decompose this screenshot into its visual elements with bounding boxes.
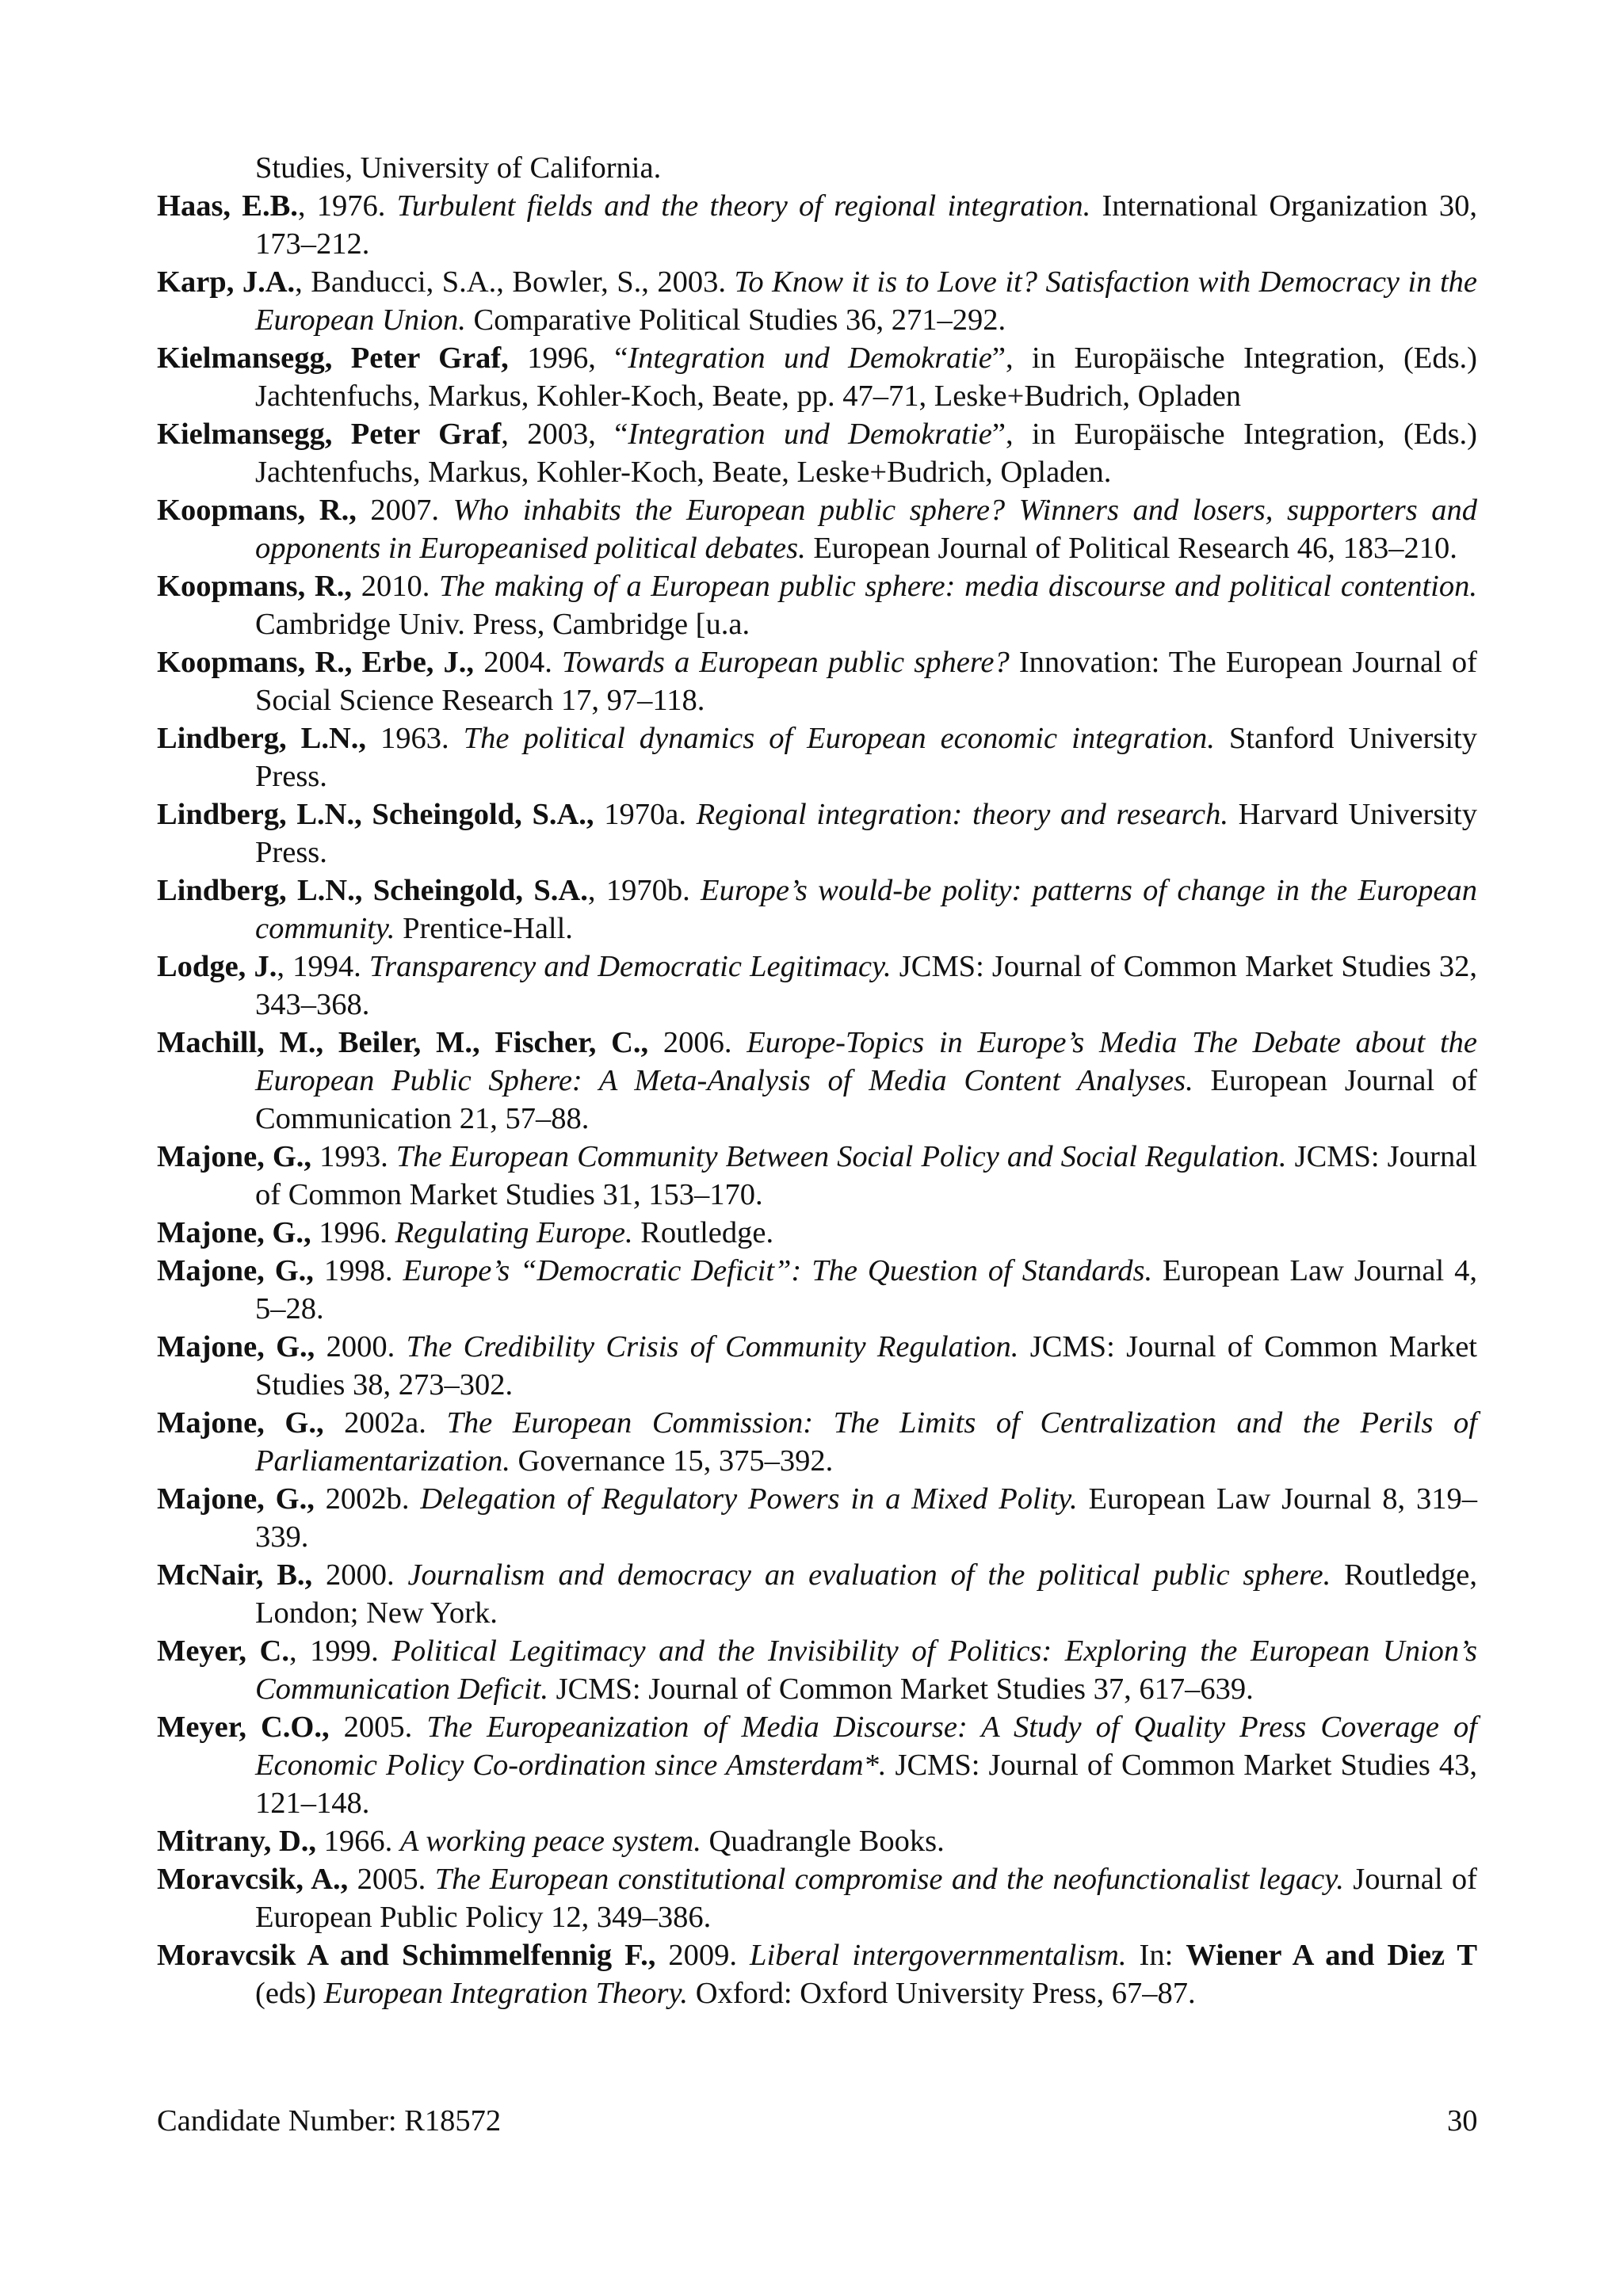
reference-entry: [157, 1252, 1477, 1328]
reference-text: Stanford University Press.: [255, 722, 1478, 793]
reference-author: Majone, G.,: [157, 1254, 314, 1287]
reference-title: The Europeanization of Media Discourse: A Study of Quality Press Coverage of Economic Policy Co-ordination since Amsterdam*.: [255, 1711, 1477, 1782]
reference-author: McNair, B.,: [157, 1558, 313, 1592]
reference-list: [157, 149, 1477, 2012]
reference-text: 1996, “: [508, 341, 628, 375]
reference-text: , Banducci, S.A., Bowler, S., 2003.: [295, 265, 735, 299]
reference-entry: [157, 149, 1477, 187]
reference-text: 2009.: [655, 1939, 750, 1972]
reference-title: The European Community Between Social Policy and Social Regulation.: [395, 1140, 1287, 1173]
reference-author: Lindberg, L.N.,: [157, 722, 367, 755]
reference-author: Meyer, C.O.,: [157, 1711, 330, 1744]
reference-entry: [157, 948, 1477, 1024]
reference-author: Moravcsik, A.,: [157, 1863, 349, 1896]
reference-title: The political dynamics of European economic integration.: [463, 722, 1215, 755]
reference-title: Who inhabits the European public sphere? Winners and losers, supporters and opponents in Europeanised political debates.: [255, 494, 1477, 565]
reference-entry: [157, 795, 1477, 871]
reference-text: Harvard University Press.: [255, 798, 1478, 869]
reference-text: 2005.: [329, 1711, 427, 1744]
reference-text: 2000.: [312, 1558, 408, 1592]
reference-entry: [157, 643, 1477, 719]
reference-text: 1970a.: [594, 798, 697, 831]
reference-author: Kielmansegg, Peter Graf,: [157, 341, 509, 375]
reference-text: 1996.: [311, 1216, 395, 1249]
reference-title: Turbulent fields and the theory of regional integration.: [396, 189, 1091, 223]
reference-text: Oxford: Oxford University Press, 67–87.: [688, 1977, 1196, 2010]
reference-title: Europe’s would-be polity: patterns of change in the European community.: [255, 874, 1478, 945]
reference-text: European Journal of Communication 21, 57–88.: [255, 1064, 1477, 1135]
reference-text: European Law Journal 8, 319–339.: [255, 1482, 1478, 1554]
reference-title: Regional integration: theory and research.: [696, 798, 1228, 831]
reference-text: Comparative Political Studies 36, 271–292.: [465, 303, 1006, 337]
reference-author: Moravcsik A and Schimmelfennig F.,: [157, 1939, 656, 1972]
reference-title: Delegation of Regulatory Powers in a Mixed Polity.: [420, 1482, 1078, 1516]
reference-title: Transparency and Democratic Legitimacy.: [369, 950, 892, 983]
reference-text: In:: [1126, 1939, 1186, 1972]
reference-text: Innovation: The European Journal of Social Science Research 17, 97–118.: [255, 646, 1477, 717]
reference-entry: [157, 1556, 1477, 1632]
reference-entry: [157, 263, 1477, 339]
reference-author: Wiener A and Diez T: [1186, 1939, 1478, 1972]
reference-text: Routledge.: [632, 1216, 774, 1249]
reference-text: Quadrangle Books.: [701, 1825, 945, 1858]
reference-entry: [157, 567, 1477, 643]
reference-author: Majone, G.,: [157, 1140, 312, 1173]
reference-author: Haas, E.B.: [157, 189, 298, 223]
reference-author: Meyer, C.: [157, 1634, 289, 1668]
reference-text: ”, in Europäische Integration, (Eds.) Jachtenfuchs, Markus, Kohler-Koch, Beate, pp. 47–71, Leske+Budrich, Opladen: [255, 341, 1477, 413]
reference-author: Koopmans, R., Erbe, J.,: [157, 646, 475, 679]
reference-text: 2004.: [474, 646, 562, 679]
reference-author: Majone, G.,: [157, 1330, 315, 1363]
reference-title: A working peace system.: [399, 1825, 701, 1858]
reference-text: Routledge, London; New York.: [255, 1558, 1477, 1630]
reference-text: Journal of European Public Policy 12, 349–386.: [255, 1863, 1478, 1934]
reference-entry: [157, 1328, 1477, 1404]
reference-text: 2005.: [348, 1863, 435, 1896]
reference-title: Europe-Topics in Europe’s Media The Debate about the European Public Sphere: A Meta-Analysis of Media Content Analyses.: [255, 1026, 1477, 1097]
reference-text: 2000.: [315, 1330, 407, 1363]
reference-author: Majone, G.,: [157, 1406, 324, 1440]
reference-entry: [157, 1214, 1477, 1252]
reference-entry: [157, 1632, 1477, 1708]
reference-author: Lindberg, L.N., Scheingold, S.A.: [157, 874, 588, 907]
reference-title: The Credibility Crisis of Community Regulation.: [406, 1330, 1019, 1363]
reference-text: , 1970b.: [587, 874, 701, 907]
reference-text: European Law Journal 4, 5–28.: [255, 1254, 1478, 1325]
reference-title: Integration und Demokratie: [628, 341, 992, 375]
reference-text: 2007.: [356, 494, 453, 527]
reference-author: Karp, J.A.: [157, 265, 296, 299]
reference-text: 2002a.: [323, 1406, 447, 1440]
reference-author: Mitrany, D.,: [157, 1825, 317, 1858]
reference-text: JCMS: Journal of Common Market Studies 38, 273–302.: [255, 1330, 1477, 1402]
reference-text: Prentice-Hall.: [395, 912, 573, 945]
reference-text: , 1999.: [288, 1634, 392, 1668]
reference-title: Europe’s “Democratic Deficit”: The Question of Standards.: [403, 1254, 1153, 1287]
reference-entry: [157, 719, 1477, 795]
reference-author: Koopmans, R.,: [157, 570, 352, 603]
reference-text: , 1994.: [277, 950, 369, 983]
reference-entry: [157, 871, 1477, 948]
reference-text: 2010.: [352, 570, 440, 603]
reference-text: 1966.: [316, 1825, 400, 1858]
reference-text: Cambridge Univ. Press, Cambridge [u.a.: [255, 608, 750, 641]
reference-text: Governance 15, 375–392.: [510, 1444, 834, 1478]
reference-text: JCMS: Journal of Common Market Studies 37, 617–639.: [548, 1672, 1254, 1706]
reference-entry: [157, 1138, 1477, 1214]
reference-author: Majone, G.,: [157, 1482, 315, 1516]
reference-entry: [157, 1024, 1477, 1138]
reference-title: The making of a European public sphere: media discourse and political contention.: [439, 570, 1477, 603]
reference-text: JCMS: Journal of Common Market Studies 32, 343–368.: [255, 950, 1478, 1021]
reference-author: Lodge, J.: [157, 950, 277, 983]
reference-author: Majone, G.,: [157, 1216, 311, 1249]
page-number: 30: [1447, 2104, 1478, 2138]
reference-title: Towards a European public sphere?: [561, 646, 1010, 679]
reference-text: (eds): [255, 1977, 324, 2010]
reference-text: , 1976.: [297, 189, 397, 223]
reference-title: Integration und Demokratie: [628, 418, 992, 451]
reference-entry: [157, 491, 1477, 567]
reference-entry: [157, 339, 1477, 415]
reference-author: Lindberg, L.N., Scheingold, S.A.,: [157, 798, 594, 831]
reference-text: Studies, University of California.: [255, 151, 662, 185]
reference-text: JCMS: Journal of Common Market Studies 31, 153–170.: [255, 1140, 1477, 1211]
reference-title: The European Commission: The Limits of Centralization and the Perils of Parliamentarization.: [255, 1406, 1477, 1478]
reference-title: Regulating Europe.: [395, 1216, 633, 1249]
reference-title: Journalism and democracy an evaluation of the political public sphere.: [407, 1558, 1331, 1592]
reference-entry: [157, 1860, 1477, 1936]
reference-entry: [157, 1822, 1477, 1860]
reference-entry: [157, 1708, 1477, 1822]
reference-text: International Organization 30, 173–212.: [255, 189, 1478, 261]
reference-text: , 2003, “: [501, 418, 628, 451]
reference-title: European Integration Theory.: [323, 1977, 689, 2010]
reference-text: 1963.: [366, 722, 464, 755]
reference-text: 1993.: [311, 1140, 396, 1173]
reference-entry: [157, 1480, 1477, 1556]
reference-title: To Know it is to Love it? Satisfaction with Democracy in the European Union.: [255, 265, 1477, 337]
reference-entry: [157, 1936, 1477, 2012]
reference-title: The European constitutional compromise and the neofunctionalist legacy.: [434, 1863, 1344, 1896]
reference-text: 2002b.: [314, 1482, 421, 1516]
reference-title: Liberal intergovernmentalism.: [750, 1939, 1127, 1972]
reference-entry: [157, 1404, 1477, 1480]
candidate-number: Candidate Number: R18572: [157, 2104, 502, 2138]
reference-text: ”, in Europäische Integration, (Eds.) Jachtenfuchs, Markus, Kohler-Koch, Beate, Leske+Budrich, Opladen.: [255, 418, 1477, 489]
reference-text: European Journal of Political Research 46, 183–210.: [805, 532, 1457, 565]
reference-author: Koopmans, R.,: [157, 494, 357, 527]
reference-author: Machill, M., Beiler, M., Fischer, C.,: [157, 1026, 649, 1059]
reference-entry: [157, 187, 1477, 263]
reference-title: Political Legitimacy and the Invisibility of Politics: Exploring the European Union’s Communication Deficit.: [255, 1634, 1478, 1706]
reference-author: Kielmansegg, Peter Graf: [157, 418, 502, 451]
reference-entry: [157, 415, 1477, 491]
reference-text: 2006.: [648, 1026, 747, 1059]
reference-text: 1998.: [313, 1254, 403, 1287]
reference-text: JCMS: Journal of Common Market Studies 43, 121–148.: [255, 1749, 1477, 1820]
